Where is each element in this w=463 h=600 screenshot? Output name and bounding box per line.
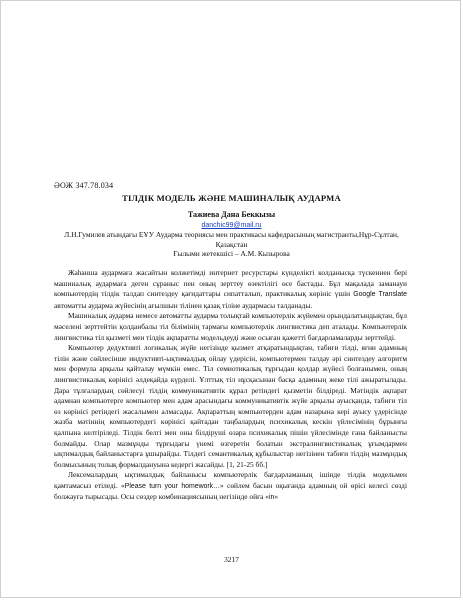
page-number: 3217 bbox=[224, 555, 239, 564]
example-word: in bbox=[268, 494, 275, 502]
author-name: Тажиева Дана Беккызы bbox=[187, 210, 276, 219]
paragraph-text: » bbox=[274, 492, 279, 502]
example-sentence: Please turn your homework… bbox=[124, 482, 221, 490]
paragraph-text: Компьютер дедуктивті логикалық жүйе негізінде қызмет атқаратындықтан, табиғи тілді, яғни адамның тілін және сөйлесінше индуктивті-ықтималдық ойлау үдерісін, компьютермен талдау әрі синтездеу алгоритм мен формула арқылы қайталау мүмкін емес. Тіл семиотикалық тұрғыдан қолдар жүйесі болғанымен, оның лингвистикалық көрінісі әлдеқайда күрделі. Ұлттық тіл нұсқасынан басқа адамның жеке тілі ажыратылады. Дара тұлғалардың сөйлесуі тілдің коммуникативтік құрал ретіндегі қызметін білдіреді. Мәтіндік ақпарат адамнан компьютерге компьютер мен адам арасындағы коммуникативтік жүйе арқылы ауысқанда, табиғи тіл өз көрінісі ретіндегі жасалымен алмасады. Ақпараттың компьютерден адам назарына кері ауысу үдерісінде жазба мәтіннің компьютердегі көрінісі қайтадан таңбалардың психикалық кескін үйлесімінің бұрынғы қалпына келтіріледі. Тілдік белгі мен оны білдіруші өзара психикалық пішін үйлесімінде ғана байланысты болмайды. Олар мазмұнды тұрғыдағы үнемі өзгеретін болатын экстралингвистикалық ұғымдармен ықтималдық байланыстарға ұшырайды. Тілдегі семантикалық құбылыстар негізінен табиғи тілдің мазмұндық болмысының толық формалдануына кедергі жасайды. [1, 21-25 бб.] bbox=[54, 343, 407, 469]
article-body bbox=[54, 268, 407, 504]
paragraph-text: » сөйлем басын оқығанда адамның ой өрісі келесі сөзді болжауға тырысады. Осы сөздер комбинациясының негізінде ойға « bbox=[54, 480, 407, 502]
paragraph-4 bbox=[54, 470, 407, 504]
author-email-line bbox=[60, 220, 403, 231]
author-block bbox=[60, 210, 403, 259]
article-title: ТІЛДІК МОДЕЛЬ ЖӘНЕ МАШИНАЛЫҚ АУДАРМА bbox=[122, 193, 341, 203]
paragraph-text: Лексемалардың ықтималдық байланысы компьютерлік бағдарламаның ішінде тілдік модельмен қамтамасыз етіледі. « bbox=[54, 470, 407, 490]
udk-code: ӘОЖ 347.78.034 bbox=[54, 181, 114, 190]
paragraph-3 bbox=[54, 343, 407, 470]
paragraph-text: Машиналық аударма немесе автоматты аударма толықтай компьютерлік жүйемен орындалатындықтан, бұл мәселені зерттейтін қолданбалы тіл білімінің тармағы компьютерлік лингвистика деп аталады. Компьютерлік лингвистика тіл қызметі мен тілдік ақпаратты модельдеуді және осыған қажетті бағдарламаларды зерттейді. bbox=[54, 311, 407, 342]
google-translate-term: Google Translate bbox=[353, 291, 407, 299]
paragraph-1 bbox=[54, 268, 407, 311]
paragraph-text: Жаһанша аудармаға жасайтын колжетімді интернет ресурстары күнделікті колданысқа түскеннен бері машиналық аудармаға деген сұраныс пен оның зерттеу өзектілігі өсе бастады. Бұл мақалада заманауи компьютердің тілдік талдап синтездеу қағидаттары сипатталып, практикалық көрініс үшін bbox=[54, 268, 407, 299]
author-affiliation: Л.Н.Гумилев атындағы ЕҰУ Аударма теориясы мен практикасы кафедрасының магистранты,Нұр-Сұлтан, Қазақстан bbox=[64, 230, 399, 249]
scientific-supervisor: Ғылыми жетекшісі – А.М. Кызырова bbox=[173, 249, 290, 259]
paragraph-2 bbox=[54, 311, 407, 343]
author-email-link[interactable]: danchic99@mail.ru bbox=[201, 221, 262, 229]
paragraph-text: автоматты аударма жүйесінің ағылшын тілінен қазақ тіліне аудармасы талданады. bbox=[54, 300, 313, 310]
